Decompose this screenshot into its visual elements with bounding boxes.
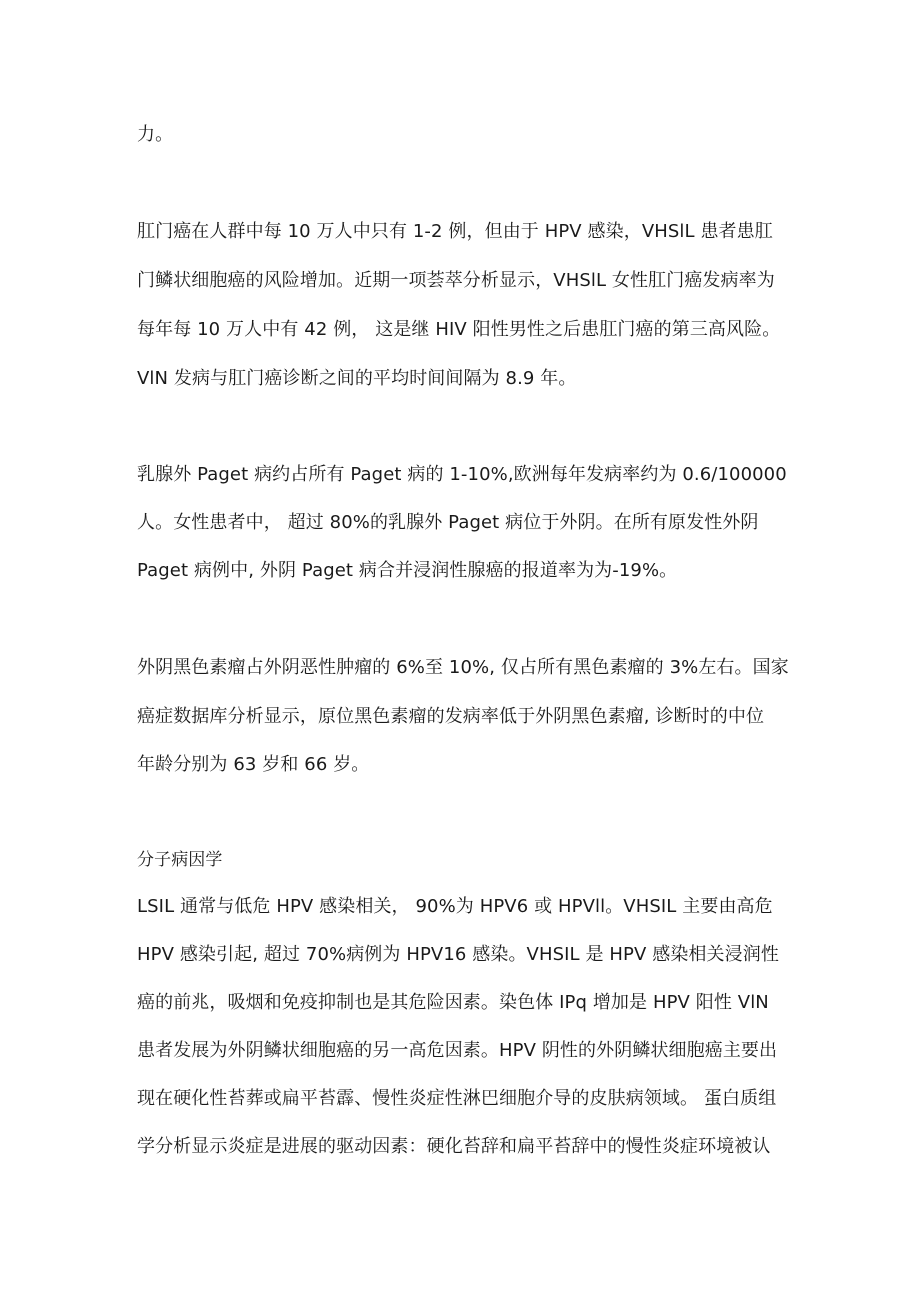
text-line: 力。	[137, 124, 174, 145]
text-line: 外阴黑色素瘤占外阴恶性肿瘤的 6%至 10%, 仅占所有黑色素瘤的 3%左右。国家	[137, 657, 789, 678]
text-line: HPV 感染引起, 超过 70%病例为 HPV16 感染。VHSIL 是 HPV 感染相关浸润性	[137, 944, 779, 965]
text-line: 人。女性患者中， 超过 80%的乳腺外 Paget 病位于外阴。在所有原发性外阴	[137, 512, 759, 533]
text-line: 乳腺外 Paget 病约占所有 Paget 病的 1-10%,欧洲每年发病率约为 0.6/100000	[137, 464, 787, 485]
text-line: 现在硬化性苔葬或扁平苔霹、慢性炎症性淋巴细胞介导的皮肤病领域。 蛋白质组	[137, 1088, 777, 1109]
text-line: 肛门癌在人群中每 10 万人中只有 1-2 例，但由于 HPV 感染，VHSlL 患者患肛	[137, 221, 773, 242]
text-line: Paget 病例中, 外阴 Paget 病合并浸润性腺癌的报道率为为-19%。	[137, 560, 678, 581]
text-line: 癌的前兆，吸烟和免疫抑制也是其危险因素。染色体 IPq 增加是 HPV 阳性 VlN	[137, 992, 769, 1013]
text-line: 每年每 10 万人中有 42 例， 这是继 HIV 阳性男性之后患肛门癌的第三高风险。	[137, 319, 781, 340]
section-heading: 分子病因学	[137, 850, 223, 870]
text-line: 患者发展为外阴鳞状细胞癌的另一高危因素。HPV 阴性的外阴鳞状细胞癌主要出	[137, 1040, 778, 1061]
text-line: LSIL 通常与低危 HPV 感染相关， 90%为 HPV6 或 HPVll。VHSIL 主要由高危	[137, 896, 773, 917]
text-line: 年龄分别为 63 岁和 66 岁。	[137, 754, 370, 775]
text-line: 学分析显示炎症是进展的驱动因素：硬化苔辞和扁平苔辞中的慢性炎症环境被认	[137, 1136, 771, 1157]
text-line: VlN 发病与肛门癌诊断之间的平均时间间隔为 8.9 年。	[137, 368, 577, 389]
text-line: 癌症数据库分析显示，原位黑色素瘤的发病率低于外阴黑色素瘤, 诊断时的中位	[137, 706, 765, 727]
text-line: 门鳞状细胞癌的风险增加。近期一项荟萃分析显示，VHSlL 女性肛门癌发病率为	[137, 270, 775, 291]
